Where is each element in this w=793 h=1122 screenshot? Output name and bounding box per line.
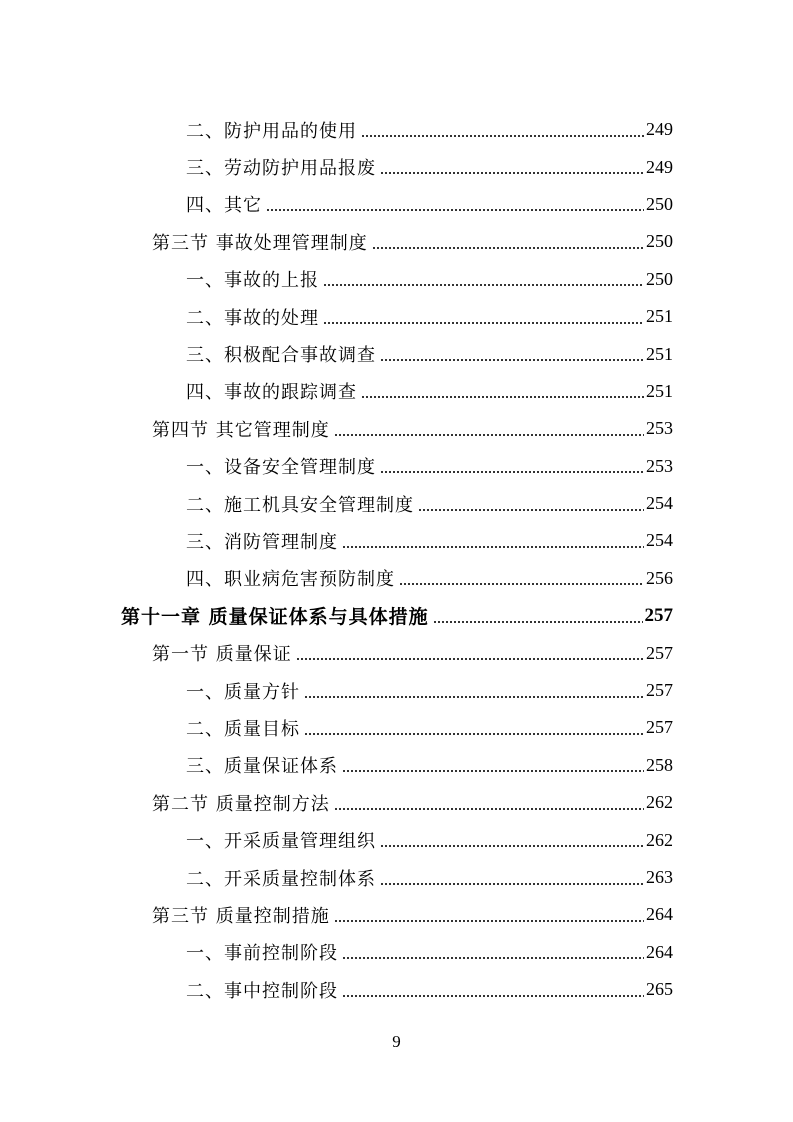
- toc-entry-page: 249: [646, 119, 673, 140]
- toc-entry-page: 249: [646, 156, 673, 177]
- toc-entry-label: 一、事故的上报: [186, 266, 321, 292]
- toc-dot-leader: [433, 607, 643, 625]
- toc-entry-label: 第十一章 质量保证体系与具体措施: [121, 602, 431, 629]
- toc-entry-page: 250: [646, 231, 673, 252]
- toc-entry-label: 一、事前控制阶段: [186, 939, 340, 965]
- toc-entry-label: 二、事中控制阶段: [186, 977, 340, 1003]
- table-of-contents: [0, 111, 793, 1008]
- toc-subsection-entry[interactable]: [0, 522, 793, 559]
- toc-entry-page: 253: [646, 418, 673, 439]
- toc-section-entry[interactable]: [0, 784, 793, 821]
- toc-dot-leader: [266, 195, 644, 213]
- toc-subsection-entry[interactable]: [0, 186, 793, 223]
- toc-section-entry[interactable]: [0, 410, 793, 447]
- toc-entry-label: 第二节 质量控制方法: [152, 790, 332, 816]
- toc-entry-page: 257: [644, 604, 673, 626]
- page-number: 9: [392, 1032, 401, 1051]
- toc-entry-label: 三、消防管理制度: [186, 528, 340, 554]
- toc-dot-leader: [361, 382, 644, 400]
- toc-entry-page: 264: [646, 941, 673, 962]
- toc-dot-leader: [380, 345, 644, 363]
- toc-entry-page: 254: [646, 493, 673, 514]
- toc-entry-page: 254: [646, 530, 673, 551]
- toc-entry-page: 257: [646, 642, 673, 663]
- toc-subsection-entry[interactable]: [0, 485, 793, 522]
- toc-dot-leader: [334, 420, 644, 438]
- toc-dot-leader: [342, 756, 644, 774]
- toc-entry-page: 265: [646, 979, 673, 1000]
- toc-subsection-entry[interactable]: [0, 859, 793, 896]
- toc-entry-page: 251: [646, 343, 673, 364]
- toc-entry-label: 第三节 事故处理管理制度: [152, 229, 370, 255]
- toc-entry-label: 三、劳动防护用品报废: [186, 154, 378, 180]
- toc-subsection-entry[interactable]: [0, 821, 793, 858]
- toc-chapter-entry[interactable]: [0, 597, 793, 634]
- toc-dot-leader: [380, 158, 644, 176]
- toc-dot-leader: [342, 532, 644, 550]
- toc-entry-page: 250: [646, 193, 673, 214]
- toc-entry-label: 二、开采质量控制体系: [186, 865, 378, 891]
- toc-dot-leader: [361, 121, 644, 139]
- toc-section-entry[interactable]: [0, 896, 793, 933]
- toc-subsection-entry[interactable]: [0, 261, 793, 298]
- toc-entry-page: 262: [646, 829, 673, 850]
- toc-dot-leader: [323, 270, 644, 288]
- toc-subsection-entry[interactable]: [0, 373, 793, 410]
- toc-subsection-entry[interactable]: [0, 747, 793, 784]
- toc-subsection-entry[interactable]: [0, 934, 793, 971]
- toc-entry-page: 251: [646, 380, 673, 401]
- toc-dot-leader: [296, 644, 644, 662]
- toc-entry-label: 二、防护用品的使用: [186, 117, 359, 143]
- toc-dot-leader: [399, 569, 644, 587]
- toc-subsection-entry[interactable]: [0, 335, 793, 372]
- toc-entry-page: 251: [646, 306, 673, 327]
- toc-entry-label: 四、其它: [186, 191, 264, 217]
- toc-dot-leader: [342, 943, 644, 961]
- toc-entry-label: 四、事故的跟踪调查: [186, 378, 359, 404]
- toc-subsection-entry[interactable]: [0, 298, 793, 335]
- toc-dot-leader: [372, 233, 644, 251]
- toc-entry-label: 第四节 其它管理制度: [152, 416, 332, 442]
- toc-dot-leader: [334, 794, 644, 812]
- toc-dot-leader: [342, 981, 644, 999]
- toc-entry-label: 二、事故的处理: [186, 304, 321, 330]
- toc-section-entry[interactable]: [0, 634, 793, 671]
- toc-entry-label: 二、质量目标: [186, 715, 302, 741]
- toc-dot-leader: [380, 869, 644, 887]
- toc-entry-label: 第一节 质量保证: [152, 640, 294, 666]
- toc-entry-label: 三、质量保证体系: [186, 752, 340, 778]
- toc-entry-page: 253: [646, 455, 673, 476]
- toc-dot-leader: [380, 457, 644, 475]
- toc-entry-page: 258: [646, 754, 673, 775]
- toc-entry-page: 263: [646, 867, 673, 887]
- toc-dot-leader: [304, 682, 644, 700]
- toc-entry-label: 四、职业病危害预防制度: [186, 565, 397, 591]
- toc-entry-page: 256: [646, 567, 673, 588]
- toc-dot-leader: [304, 719, 644, 737]
- toc-entry-page: 257: [646, 680, 673, 701]
- toc-entry-page: 250: [646, 268, 673, 289]
- toc-subsection-entry[interactable]: [0, 148, 793, 185]
- toc-dot-leader: [323, 308, 644, 326]
- toc-entry-label: 二、施工机具安全管理制度: [186, 491, 416, 517]
- toc-dot-leader: [418, 495, 644, 513]
- toc-entry-label: 一、质量方针: [186, 678, 302, 704]
- toc-subsection-entry[interactable]: [0, 448, 793, 485]
- toc-subsection-entry[interactable]: [0, 672, 793, 709]
- toc-subsection-entry[interactable]: [0, 971, 793, 1008]
- toc-entry-label: 一、开采质量管理组织: [186, 827, 378, 853]
- toc-subsection-entry[interactable]: [0, 709, 793, 746]
- toc-dot-leader: [380, 831, 644, 849]
- toc-entry-label: 第三节 质量控制措施: [152, 902, 332, 928]
- toc-entry-page: 264: [646, 904, 673, 925]
- toc-entry-page: 262: [646, 792, 673, 813]
- toc-entry-label: 一、设备安全管理制度: [186, 453, 378, 479]
- toc-section-entry[interactable]: [0, 223, 793, 260]
- toc-entry-page: 257: [646, 717, 673, 738]
- toc-subsection-entry[interactable]: [0, 560, 793, 597]
- toc-dot-leader: [334, 906, 644, 924]
- toc-subsection-entry[interactable]: [0, 111, 793, 148]
- toc-entry-label: 三、积极配合事故调查: [186, 341, 378, 367]
